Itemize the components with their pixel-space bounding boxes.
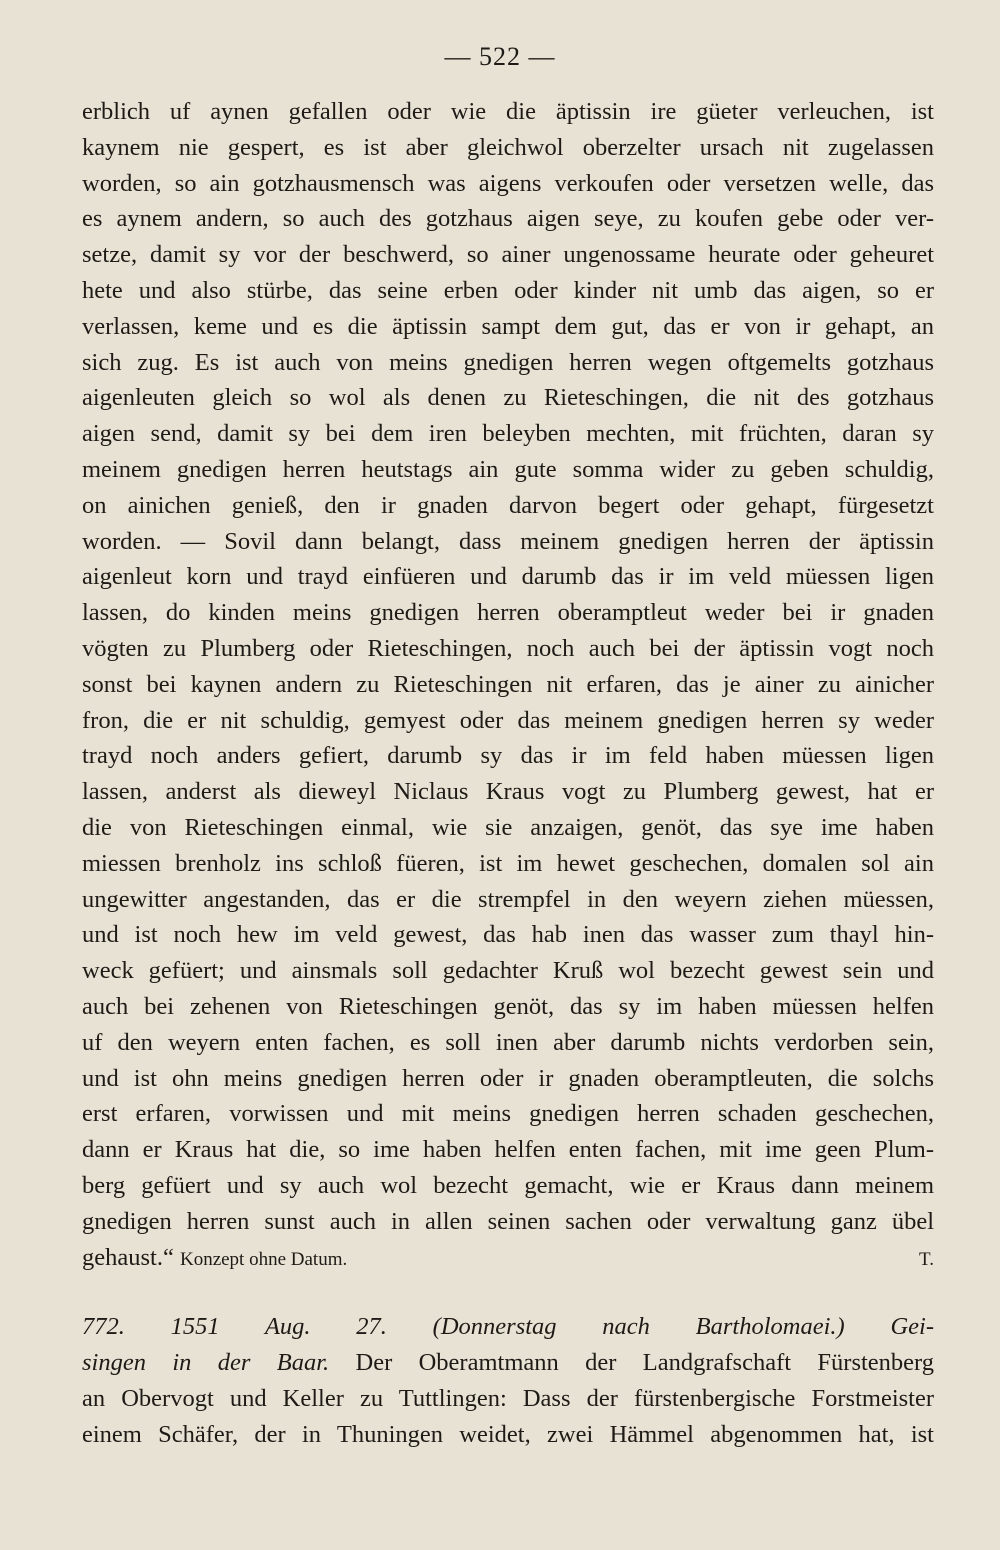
editor-initial: T. [919, 1248, 934, 1270]
text-line: die von Rieteschingen einmal, wie sie anzaigen, genöt, das sye ime haben [82, 813, 934, 841]
text-line: sich zug. Es ist auch von meins gnedigen herren wegen oftgemelts gotzhaus [82, 348, 934, 376]
text-line: lassen, anderst als dieweyl Niclaus Kraus vogt zu Plumberg gewest, hat er [82, 778, 934, 806]
text-line: verlassen, keme und es die äptissin sampt dem gut, das er von ir gehapt, an [82, 312, 934, 340]
text-line: auch bei zehenen von Rieteschingen genöt, das sy im haben müessen helfen [82, 992, 934, 1020]
text-line: fron, die er nit schuldig, gemyest oder das meinem gnedigen herren sy weder [82, 706, 934, 734]
text-line: und ist noch hew im veld gewest, das hab inen das wasser zum thayl hin- [82, 921, 934, 949]
text-line: aigenleuten gleich so wol als denen zu Rieteschingen, die nit des gotzhaus [82, 384, 934, 412]
entry-heading [82, 1309, 934, 1345]
text-line: dann er Kraus hat die, so ime haben helfen enten fachen, mit ime geen Plum- [82, 1136, 934, 1164]
closing-text-group [82, 1240, 347, 1278]
text-line: meinem gnedigen herren heutstags ain gute somma wider zu geben schuldig, [82, 455, 934, 483]
source-note: Konzept ohne Datum. [179, 1248, 348, 1270]
text-line: es aynem andern, so auch des gotzhaus aigen seye, zu koufen gebe oder ver- [82, 205, 934, 233]
text-line: setze, damit sy vor der beschwerd, so ainer ungenossame heurate oder geheuret [82, 241, 934, 269]
text-line: on ainichen genieß, den ir gnaden darvon begert oder gehapt, fürgesetzt [82, 491, 934, 519]
entry-line: einem Schäfer, der in Thuningen weidet, zwei Hämmel abgenommen hat, ist [82, 1421, 934, 1449]
text-line: weck gefüert; und ainsmals soll gedachter Kruß wol bezecht gewest sein und [82, 957, 934, 985]
text-line: kaynem nie gespert, es ist aber gleichwol oberzelter ursach nit zugelassen [82, 133, 934, 161]
page-number: — 522 — [444, 42, 556, 71]
text-line: ungewitter angestanden, das er die strempfel in den weyern ziehen müessen, [82, 885, 934, 913]
text-line: worden, so ain gotzhausmensch was aigens verkoufen oder versetzen welle, das [82, 169, 934, 197]
entry-line: an Obervogt und Keller zu Tuttlingen: Dass der fürstenbergische Forstmeister [82, 1385, 934, 1413]
text-line: trayd noch anders gefiert, darumb sy das ir im feld haben müessen ligen [82, 742, 934, 770]
text-line: hete und also stürbe, das seine erben oder kinder nit umb das aigen, so er [82, 276, 934, 304]
text-line: miessen brenholz ins schloß füeren, ist im hewet geschechen, domalen sol ain [82, 849, 934, 877]
text-line: aigenleut korn und trayd einfüeren und darumb das ir im veld müessen ligen [82, 563, 934, 591]
text-line: und ist ohn meins gnedigen herren oder ir gnaden oberamptleuten, die solchs [82, 1064, 934, 1092]
text-line: erst erfaren, vorwissen und mit meins gnedigen herren schaden geschechen, [82, 1100, 934, 1128]
closing-text: gehaust.“ [82, 1243, 174, 1271]
text-line: berg gefüert und sy auch wol bezecht gemacht, wie er Kraus dann meinem [82, 1171, 934, 1199]
text-line: uf den weyern enten fachen, es soll inen aber darumb nichts verdorben sein, [82, 1028, 934, 1056]
entry-place: singen in der Baar. [82, 1349, 330, 1377]
text-line: aigen send, damit sy bei dem iren beleyben mechten, mit früchten, daran sy [82, 420, 934, 448]
body-text [82, 94, 934, 1453]
entry-heading-text: 772. 1551 Aug. 27. (Donnerstag nach Bartholomaei.) Gei- [82, 1313, 934, 1341]
text-line: erblich uf aynen gefallen oder wie die äptissin ire güeter verleuchen, ist [82, 98, 934, 125]
entry-line [82, 1345, 934, 1381]
entry-text: Der Oberamtmann der Landgrafschaft Fürstenberg [355, 1349, 934, 1377]
text-line: sonst bei kaynen andern zu Rieteschingen nit erfaren, das je ainer zu ainicher [82, 670, 934, 698]
section-gap [82, 1275, 934, 1309]
text-line: vögten zu Plumberg oder Rieteschingen, noch auch bei der äptissin vogt noch [82, 634, 934, 662]
text-line: lassen, do kinden meins gnedigen herren oberamptleut weder bei ir gnaden [82, 599, 934, 627]
text-line: gnedigen herren sunst auch in allen seinen sachen oder verwaltung ganz übel [82, 1207, 934, 1235]
text-line: worden. — Sovil dann belangt, dass meinem gnedigen herren der äptissin [82, 527, 934, 555]
closing-line [82, 1240, 934, 1276]
